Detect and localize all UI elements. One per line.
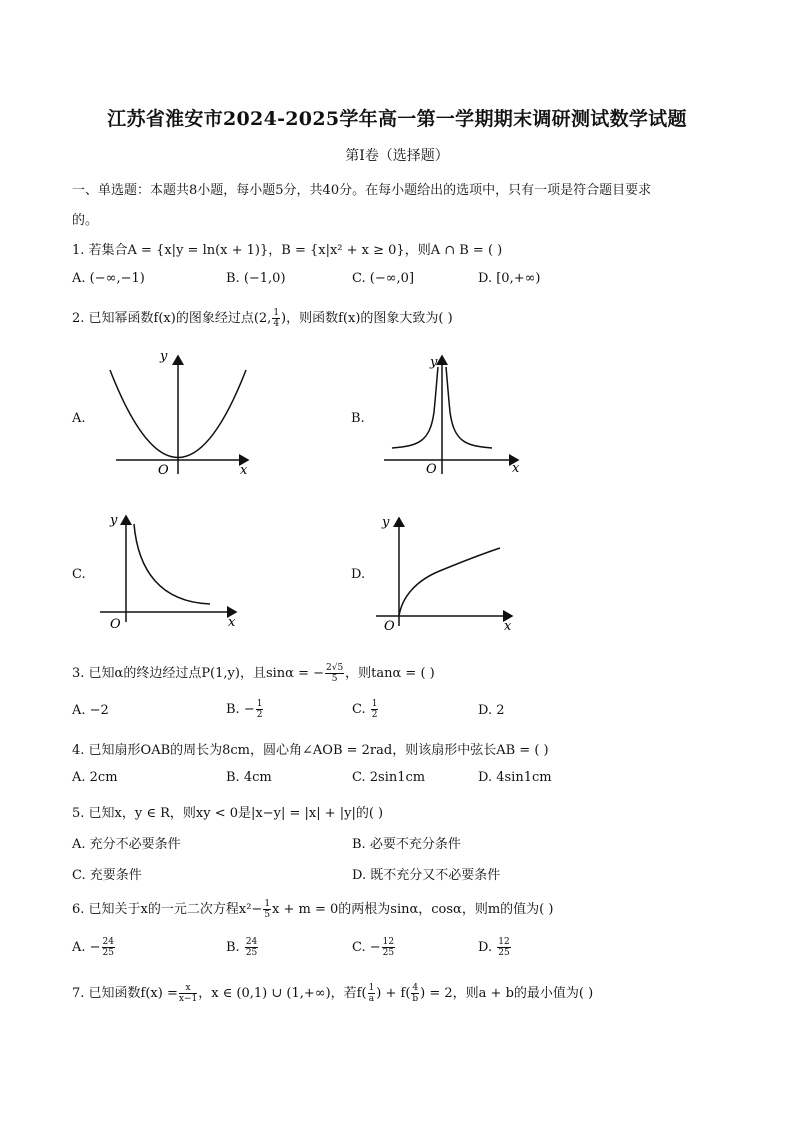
graph-b-curve-right	[446, 367, 492, 448]
question-4-option-a: A. 2cm	[72, 770, 118, 785]
question-6-option-a-fraction	[102, 937, 115, 958]
question-6-option-d-fraction	[497, 937, 510, 958]
question-7-stem	[72, 982, 593, 1004]
question-6-option-d	[478, 937, 512, 958]
question-7-fraction-1	[179, 983, 197, 1004]
graph-a-x-label: x	[240, 463, 248, 478]
question-3-option-b-label: B. −	[226, 702, 255, 717]
graph-b	[378, 352, 528, 477]
graph-b-y-label: y	[430, 355, 438, 370]
graph-c-x-label: x	[228, 615, 236, 630]
question-7-frac2-num: 1	[368, 983, 375, 993]
question-6-option-d-num: 12	[498, 937, 510, 947]
question-5-option-c: C. 充要条件	[72, 868, 142, 883]
question-2-stem-pre: 2. 已知幂函数f(x)的图象经过点(2,	[72, 311, 272, 326]
question-2-frac-den: 4	[273, 319, 280, 329]
question-7-stem-post: ) = 2，则a + b的最小值为( )	[420, 986, 594, 1001]
question-3-frac-den: 5	[331, 674, 338, 684]
page-title: 江苏省淮安市2024-2025学年高一第一学期期末调研测试数学试题	[107, 108, 687, 130]
question-6-option-a-num: 24	[102, 937, 114, 947]
question-3-option-b	[226, 699, 264, 720]
graph-c-curve	[134, 524, 210, 604]
question-6-option-d-den: 25	[498, 948, 510, 958]
question-3-option-c-label: C.	[352, 702, 370, 717]
graph-b-label: B.	[351, 411, 365, 426]
question-6-option-a	[72, 937, 116, 958]
question-6-frac-den: 5	[264, 910, 271, 920]
question-6-option-b-num: 24	[245, 937, 258, 947]
question-5-option-a: A. 充分不必要条件	[72, 837, 181, 852]
graph-a-origin: O	[158, 463, 169, 478]
question-4-stem: 4. 已知扇形OAB的周长为8cm，圆心角∠AOB = 2rad，则该扇形中弦长AB = ( )	[72, 743, 549, 758]
question-1-option-d: D. [0,+∞)	[478, 271, 541, 286]
question-7-fraction-3	[411, 983, 419, 1004]
question-6-option-c-den: 25	[382, 948, 395, 958]
question-3-fraction	[325, 663, 344, 684]
graph-d	[372, 512, 522, 637]
question-3-option-c-den: 2	[371, 710, 378, 720]
section-intro-line1: 一、单选题：本题共8小题，每小题5分，共40分。在每小题给出的选项中，只有一项是符合题目要求	[72, 183, 652, 198]
question-2-frac-num: 1	[273, 308, 280, 318]
graph-d-curve	[399, 548, 500, 616]
question-6-fraction	[263, 899, 271, 920]
question-3-option-a: A. −2	[72, 703, 109, 718]
question-3-option-c-num: 1	[371, 699, 378, 709]
graph-d-y-label: y	[382, 515, 390, 530]
question-4-option-d: D. 4sin1cm	[478, 770, 552, 785]
question-3-option-b-fraction	[256, 699, 264, 720]
question-7-frac3-den: b	[412, 994, 419, 1004]
question-6-option-d-label: D.	[478, 940, 497, 955]
graph-a	[100, 350, 260, 480]
question-7-stem-pre: 7. 已知函数f(x) =	[72, 986, 178, 1001]
question-6-option-c-label: C. −	[352, 940, 381, 955]
question-3-option-d: D. 2	[478, 703, 505, 718]
question-6-frac-num: 1	[264, 899, 271, 909]
question-4-option-c: C. 2sin1cm	[352, 770, 426, 785]
question-6-stem	[72, 898, 553, 920]
question-2-stem	[72, 307, 453, 329]
question-6-option-b	[226, 937, 259, 958]
question-7-stem-mid: ，x ∈ (0,1) ∪ (1,+∞)，若f(	[198, 986, 367, 1001]
question-1-option-b: B. (−1,0)	[226, 271, 286, 286]
graph-c-y-label: y	[110, 513, 118, 528]
graph-a-y-label: y	[160, 350, 168, 364]
question-3-option-b-den: 2	[256, 710, 263, 720]
question-7-frac1-num: x	[179, 983, 197, 994]
graph-c-label: C.	[72, 567, 86, 582]
question-7-frac2-den: a	[368, 994, 375, 1004]
question-5-stem: 5. 已知x，y ∈ R，则xy < 0是|x−y| = |x| + |y|的( )	[72, 806, 384, 821]
question-3-frac-num: 2√5	[325, 663, 344, 673]
question-4-option-b: B. 4cm	[226, 770, 272, 785]
question-7-frac3-num: 4	[412, 983, 419, 993]
question-7-frac1-den: x−1	[178, 994, 198, 1004]
question-6-option-a-label: A. −	[72, 940, 101, 955]
question-6-stem-pre: 6. 已知关于x的一元二次方程x²−	[72, 902, 263, 917]
question-6-option-b-fraction	[245, 937, 258, 958]
graph-d-x-label: x	[504, 619, 512, 634]
question-1-option-a: A. (−∞,−1)	[72, 271, 145, 286]
question-7-fraction-2	[368, 983, 376, 1004]
graph-c-origin: O	[110, 617, 121, 632]
section-intro-line2: 的。	[72, 213, 99, 228]
question-6-option-c-num: 12	[382, 937, 395, 947]
question-6-option-b-den: 25	[245, 948, 258, 958]
question-2-stem-post: )，则函数f(x)的图象大致为( )	[281, 311, 453, 326]
graph-b-x-label: x	[512, 461, 520, 476]
graph-b-curve-left	[392, 367, 438, 448]
question-6-option-c	[352, 937, 396, 958]
question-6-option-c-fraction	[382, 937, 395, 958]
question-6-stem-post: x + m = 0的两根为sinα，cosα，则m的值为( )	[272, 902, 554, 917]
question-3-option-c	[352, 699, 379, 720]
question-5-option-b: B. 必要不充分条件	[352, 837, 461, 852]
question-6-option-b-label: B.	[226, 940, 244, 955]
question-5-option-d: D. 既不充分又不必要条件	[352, 868, 501, 883]
question-3-option-b-num: 1	[256, 699, 263, 709]
question-3-stem	[72, 662, 435, 684]
graph-a-label: A.	[72, 411, 86, 426]
question-6-option-a-den: 25	[102, 948, 114, 958]
question-3-option-c-fraction	[371, 699, 379, 720]
graph-d-origin: O	[384, 619, 395, 634]
graph-b-origin: O	[426, 462, 437, 477]
page-subtitle: 第I卷（选择题）	[345, 148, 449, 164]
question-3-stem-post: ，则tanα = ( )	[345, 666, 435, 681]
question-7-stem-mid2: ) + f(	[376, 986, 411, 1001]
graph-c	[96, 510, 246, 635]
question-1-option-c: C. (−∞,0]	[352, 271, 415, 286]
graph-d-label: D.	[351, 567, 366, 582]
question-1-stem: 1. 若集合A = {x|y = ln(x + 1)}，B = {x|x² + x ≥ 0}，则A ∩ B = ( )	[72, 243, 503, 258]
question-2-fraction	[272, 308, 280, 329]
question-3-stem-pre: 3. 已知α的终边经过点P(1,y)，且sinα = −	[72, 666, 324, 681]
